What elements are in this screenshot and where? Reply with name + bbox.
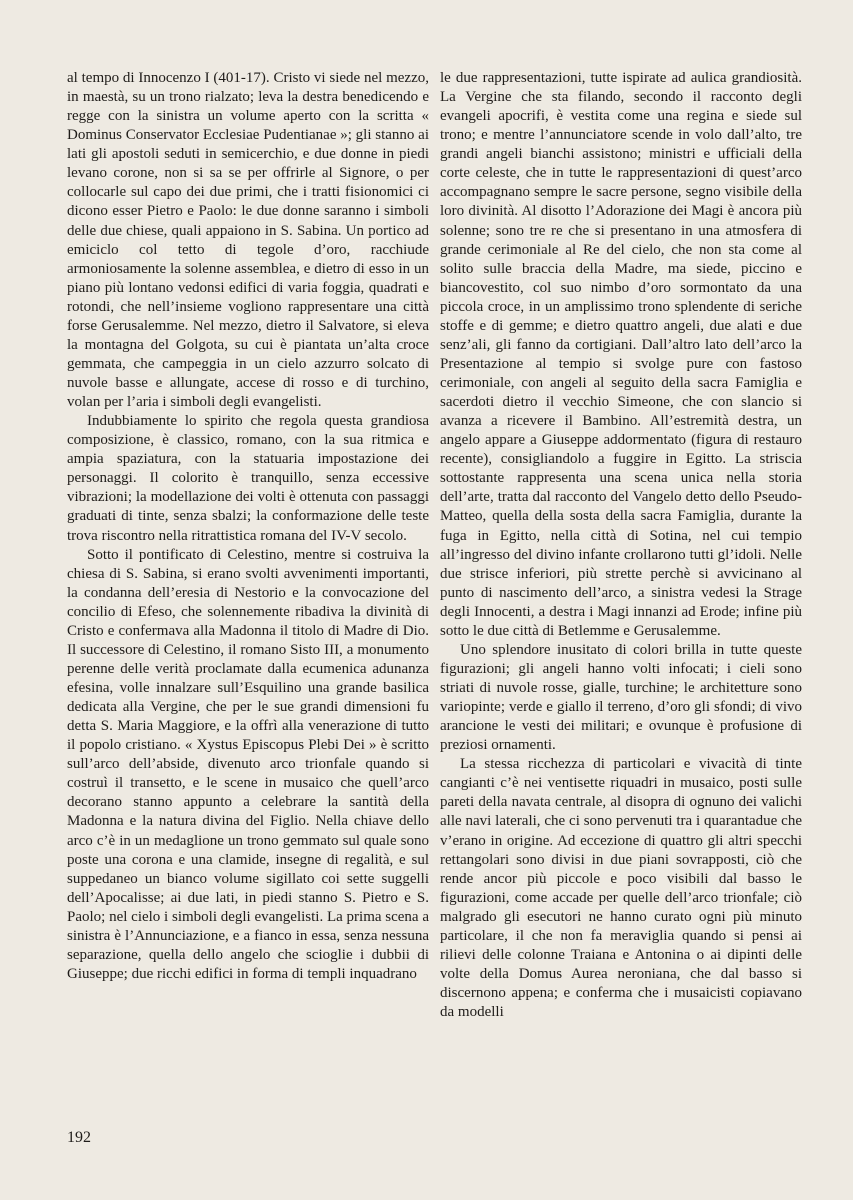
- right-column: [440, 69, 802, 1022]
- paragraph: le due rappresentazioni, tutte ispirate ad aulica grandiosità. La Vergine che sta filando, secondo il racconto degli evangeli apocrifi, è vestita come una regina e siede sul trono; e mentre l’annunciatore scende in volo dall’alto, tre grandi angeli bianchi assistono; ministri e ufficiali della corte celeste, che in tutte le rappresentazioni di quest’arco accompagnano sempre le sacre persone, segno visibile della loro divinità. Al disotto l’Adorazione dei Magi è ancora più solenne; sono tre re che si presentano in una atmosfera di grande cerimoniale al Re del cielo, che non sta come al solito sulle braccia della Madre, ma siede, piccino e biancovestito, col suo nimbo d’oro sormontato da una piccola croce, in un amplissimo trono splendente di seriche stoffe e di gemme; e dietro quattro angeli, due alati e due senz’ali, gli fanno da cortigiani. Dall’altro lato dell’arco la Presentazione al tempio si svolge pure con fastoso cerimoniale, con angeli al seguito della sacra Famiglia e sacerdoti dietro il vecchio Simeone, che con slancio si avanza a ricevere il Bambino. All’estremità destra, un angelo appare a Giuseppe addormentato (figura di restauro recente), consigliandolo a fuggire in Egitto. La striscia sottostante rappresenta una scena unica nella storia dell’arte, tratta dal racconto del Vangelo detto dello Pseudo-Matteo, quella della sosta della sacra Famiglia, durante la fuga in Egitto, nella città di Sotina, nel cui tempio all’ingresso del divino infante crollarono tutti gl’idoli. Nelle due strisce inferiori, più strette perchè si avvicinano al punto di nascimento dell’arco, a sinistra vedesi la Strage degli Innocenti, a destra i Magi innanzi ad Erode; infine più sotto le due città di Betlemme e Gerusalemme.: [440, 70, 802, 639]
- left-column: [67, 69, 429, 984]
- paragraph: La stessa ricchezza di particolari e vivacità di tinte cangianti c’è nei ventisette riquadri in musaico, posti sulle pareti della navata centrale, al disopra di ognuno dei valichi alle navi laterali, che ci sono pervenuti tra i quarantadue che v’erano in origine. Ad eccezione di quattro gli altri specchi rettangolari sono divisi in due piani sovrapposti, ciò che rende ancor più piccole e poco visibili dal basso le figurazioni, come accade per quelle dell’arco trionfale; ciò malgrado gli esecutori ne hanno curato ogni più minuto particolare, il che non fa meraviglia quando si pensi ai rilievi delle colonne Traiana e Antonina o ai dipinti delle volte della Domus Aurea neroniana, che dal basso si discernono appena; e conferma che i musaicisti copiavano da modelli: [440, 756, 802, 1021]
- paragraph: Sotto il pontificato di Celestino, mentre si costruiva la chiesa di S. Sabina, si erano svolti avvenimenti importanti, la condanna dell’eresia di Nestorio e la convocazione del concilio di Efeso, che solennemente ribadiva la divinità di Cristo e confermava alla Madonna il titolo di Madre di Dio. Il successore di Celestino, il romano Sisto III, a monumento perenne delle verità proclamate dalla ecumenica adunanza efesina, volle innalzare sull’Esquilino una grande basilica dedicata alla Vergine, che per le sue grandi dimensioni fu detta S. Maria Maggiore, e la offrì alla venerazione di tutto il popolo cristiano. « Xystus Episcopus Plebi Dei » è scritto sull’arco dell’abside, divenuto arco trionfale quando si costruì il transetto, e le scene in musaico che quell’arco decorano stanno appunto a celebrare la santità della Madonna e la natura divina del Figlio. Nella chiave dello arco c’è in un medaglione un trono gemmato sul quale sono poste una corona e una clamide, insegne di regalità, e sul suppedaneo un bianco volume sigillato coi sette suggelli dell’Apocalisse; ai due lati, in piedi stanno S. Pietro e S. Paolo; nel cielo i simboli degli evangelisti. La prima scena a sinistra è l’Annunciazione, e a fianco in essa, senza nessuna separazione, quella dello angelo che scioglie i dubbii di Giuseppe; due ricchi edifici in forma di templi inquadrano: [67, 546, 429, 982]
- paragraph: Indubbiamente lo spirito che regola questa grandiosa composizione, è classico, romano, con la sua ritmica e ampia spaziatura, con la statuaria impostazione dei personaggi. Il colorito è tranquillo, senza eccessive vibrazioni; la modellazione dei volti è ottenuta con passaggi graduati di tinte, senza sbalzi; la conformazione delle teste trova riscontro nella ritrattistica romana del IV-V secolo.: [67, 413, 429, 544]
- paragraph: al tempo di Innocenzo I (401-17). Cristo vi siede nel mezzo, in maestà, su un trono rialzato; leva la destra benedicendo e regge con la sinistra un volume aperto con la scritta « Dominus Conservator Ecclesiae Pudentianae »; gli stanno ai lati gli apostoli seduti in semicerchio, e due donne in piedi levano corone, non si sa se per offrirle al Signore, o per collocarle sul capo dei due primi, che i tratti fisionomici ci dicono esser Pietro e Paolo: le due donne saranno i simboli delle due chiese, quali appaiono in S. Sabina. Un portico ad emiciclo col tetto di tegole d’oro, racchiude armoniosamente la solenne assemblea, e dietro di esso in un piano più lontano vedonsi edifici di varia foggia, quadrati e rotondi, che nell’insieme vogliono rappresentare una città forse Gerusalemme. Nel mezzo, dietro il Salvatore, si eleva la montagna del Golgota, su cui è piantata un’alta croce gemmata, che campeggia in un cielo azzurro solcato di nuvole basse e allungate, accese di rosso e di turchino, volan per l’aria i simboli degli evangelisti.: [67, 70, 429, 411]
- page-number: 192: [67, 1129, 91, 1146]
- paragraph: Uno splendore inusitato di colori brilla in tutte queste figurazioni; gli angeli hanno volti infocati; i cieli sono striati di nuvole rosse, gialle, turchine; le architetture sono variopinte; verde e giallo il terreno, d’oro gli sfondi; di vivo arancione le vesti dei militari; e ovunque è profusione di preziosi ornamenti.: [440, 641, 802, 754]
